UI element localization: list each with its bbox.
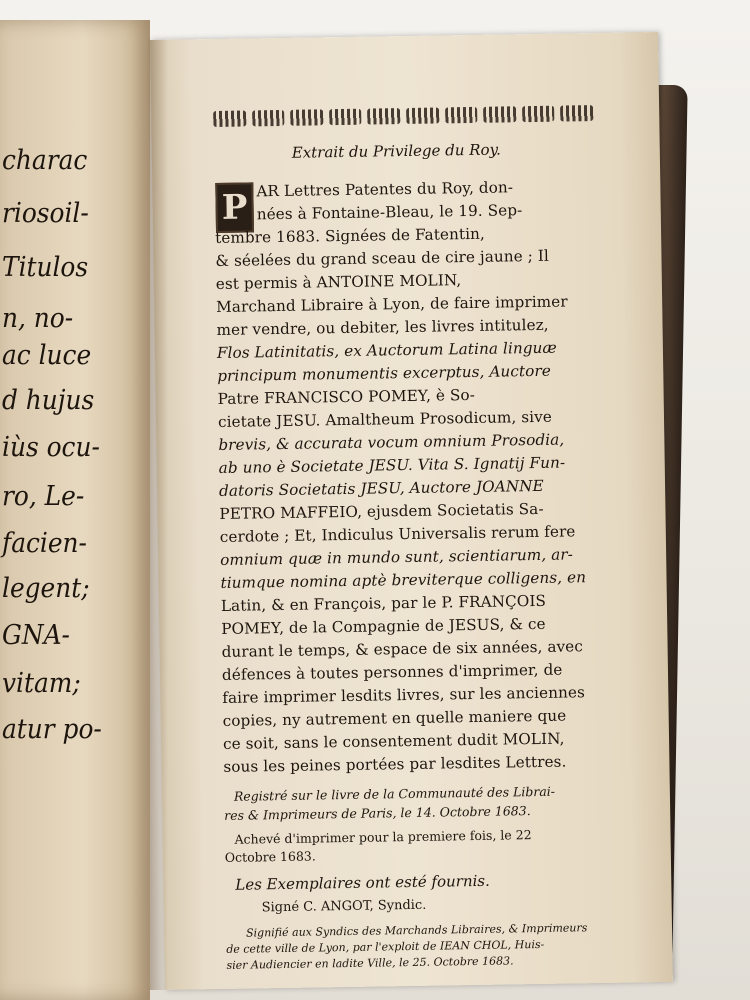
left-page-line: legent; — [2, 573, 90, 604]
left-page-line: iùs ocu- — [2, 432, 100, 463]
text-line: & séelées du grand sceau de cire jaune ; Il — [215, 246, 550, 270]
text-line: principum monumentis excerptus, Auctore — [217, 361, 551, 385]
acheve-line: Achevé d'imprimer pour la premiere fois, le 22 — [234, 827, 532, 847]
signature-line: Signé C. ANGOT, Syndic. — [261, 897, 427, 916]
exemplaires-line: Les Exemplaires ont esté fournis. — [235, 871, 490, 894]
left-page-line: d hujus — [2, 385, 95, 416]
text-line: cietate JESU. Amaltheum Prosodicum, sive — [217, 407, 553, 431]
page-gutter-shadow — [150, 40, 168, 990]
signifie-line: de cette ville de Lyon, par l'exploit de IEAN CHOL, Huis- — [226, 937, 545, 956]
left-page-line: charac — [2, 145, 88, 176]
text-line: copies, ny autrement en quelle maniere que — [222, 706, 567, 730]
text-line: Latin, & en François, par le P. FRANÇOIS — [220, 591, 547, 615]
ornament-segment — [560, 105, 593, 122]
text-line: brevis, & accurata vocum omnium Prosodia, — [218, 430, 565, 454]
text-line: faire imprimer lesdits livres, sur les anciennes — [222, 683, 586, 707]
ornament-segment — [367, 108, 400, 125]
text-line: omnium quæ in mundo sunt, scientiarum, ar- — [220, 545, 574, 569]
text-line: Flos Latinitatis, ex Auctorum Latina linguæ — [216, 338, 557, 362]
signifie-line: sier Audiencier en ladite Ville, le 25. Octobre 1683. — [226, 954, 514, 972]
left-page-line: Titulos — [2, 252, 89, 283]
text-line: mer vendre, ou debiter, les livres intitulez, — [216, 315, 549, 339]
left-page-line: n, no- — [2, 303, 74, 334]
signifie-line: Signifié aux Syndics des Marchands Libraires, & Imprimeurs — [245, 921, 588, 940]
left-page-line: atur po- — [2, 714, 102, 745]
text-line: tembre 1683. Signées de Fatentin, — [214, 224, 486, 248]
ornament-segment — [290, 109, 323, 126]
left-page-line: ro, Le- — [2, 481, 85, 512]
text-line: nées à Fontaine-Bleau, le 19. Sep- — [256, 201, 523, 224]
drop-cap: P — [215, 182, 254, 233]
text-line: Marchand Libraire à Lyon, de faire imprimer — [216, 292, 568, 316]
ornament-segment — [406, 107, 439, 124]
text-line: durant le temps, & espace de six années, avec — [221, 637, 584, 661]
text-line: cerdote ; Et, Indiculus Universalis rerum fere — [219, 522, 576, 546]
ornament-segment — [329, 109, 362, 126]
left-page-line: ac luce — [2, 340, 92, 371]
acheve-line: Octobre 1683. — [224, 848, 316, 865]
ornament-segment — [522, 106, 555, 123]
text-line: POMEY, de la Compagnie de JESUS, & ce — [221, 614, 546, 638]
text-line: est permis à ANTOINE MOLIN, — [215, 271, 462, 293]
right-page — [150, 32, 673, 990]
text-line: défences à toutes personnes d'imprimer, de — [221, 660, 563, 684]
ornament-segment — [445, 107, 478, 124]
ornament-segment — [252, 110, 285, 127]
text-line: Patre FRANCISCO POMEY, è So- — [217, 385, 476, 408]
left-page-line: vitam; — [2, 668, 81, 699]
left-page-line: riosoil- — [2, 198, 89, 229]
text-line: datoris Societatis JESU, Auctore JOANNE — [218, 476, 544, 500]
text-line: ce soit, sans le consentement dudit MOLIN, — [222, 729, 565, 753]
text-line: ab uno è Societate JESU. Vita S. Ignatij Fun- — [218, 453, 566, 477]
ornament-band — [213, 105, 593, 129]
privilege-heading: Extrait du Privilege du Roy. — [291, 140, 501, 162]
text-line: PETRO MAFFEIO, ejusdem Societatis Sa- — [219, 499, 544, 523]
text-line: sous les peines portées par lesdites Lettres. — [223, 752, 567, 776]
left-page — [0, 20, 150, 1000]
left-page-line: GNA- — [2, 620, 70, 651]
ornament-segment — [483, 106, 516, 123]
registre-line: res & Imprimeurs de Paris, le 14. Octobre 1683. — [224, 803, 531, 823]
text-line: tiumque nomina aptè breviterque colligens, en — [220, 568, 587, 592]
text-line: AR Lettres Patentes du Roy, don- — [256, 178, 514, 201]
left-page-line: facien- — [2, 528, 87, 559]
registre-line: Registré sur le livre de la Communauté des Librai- — [233, 783, 556, 804]
ornament-segment — [213, 111, 246, 128]
